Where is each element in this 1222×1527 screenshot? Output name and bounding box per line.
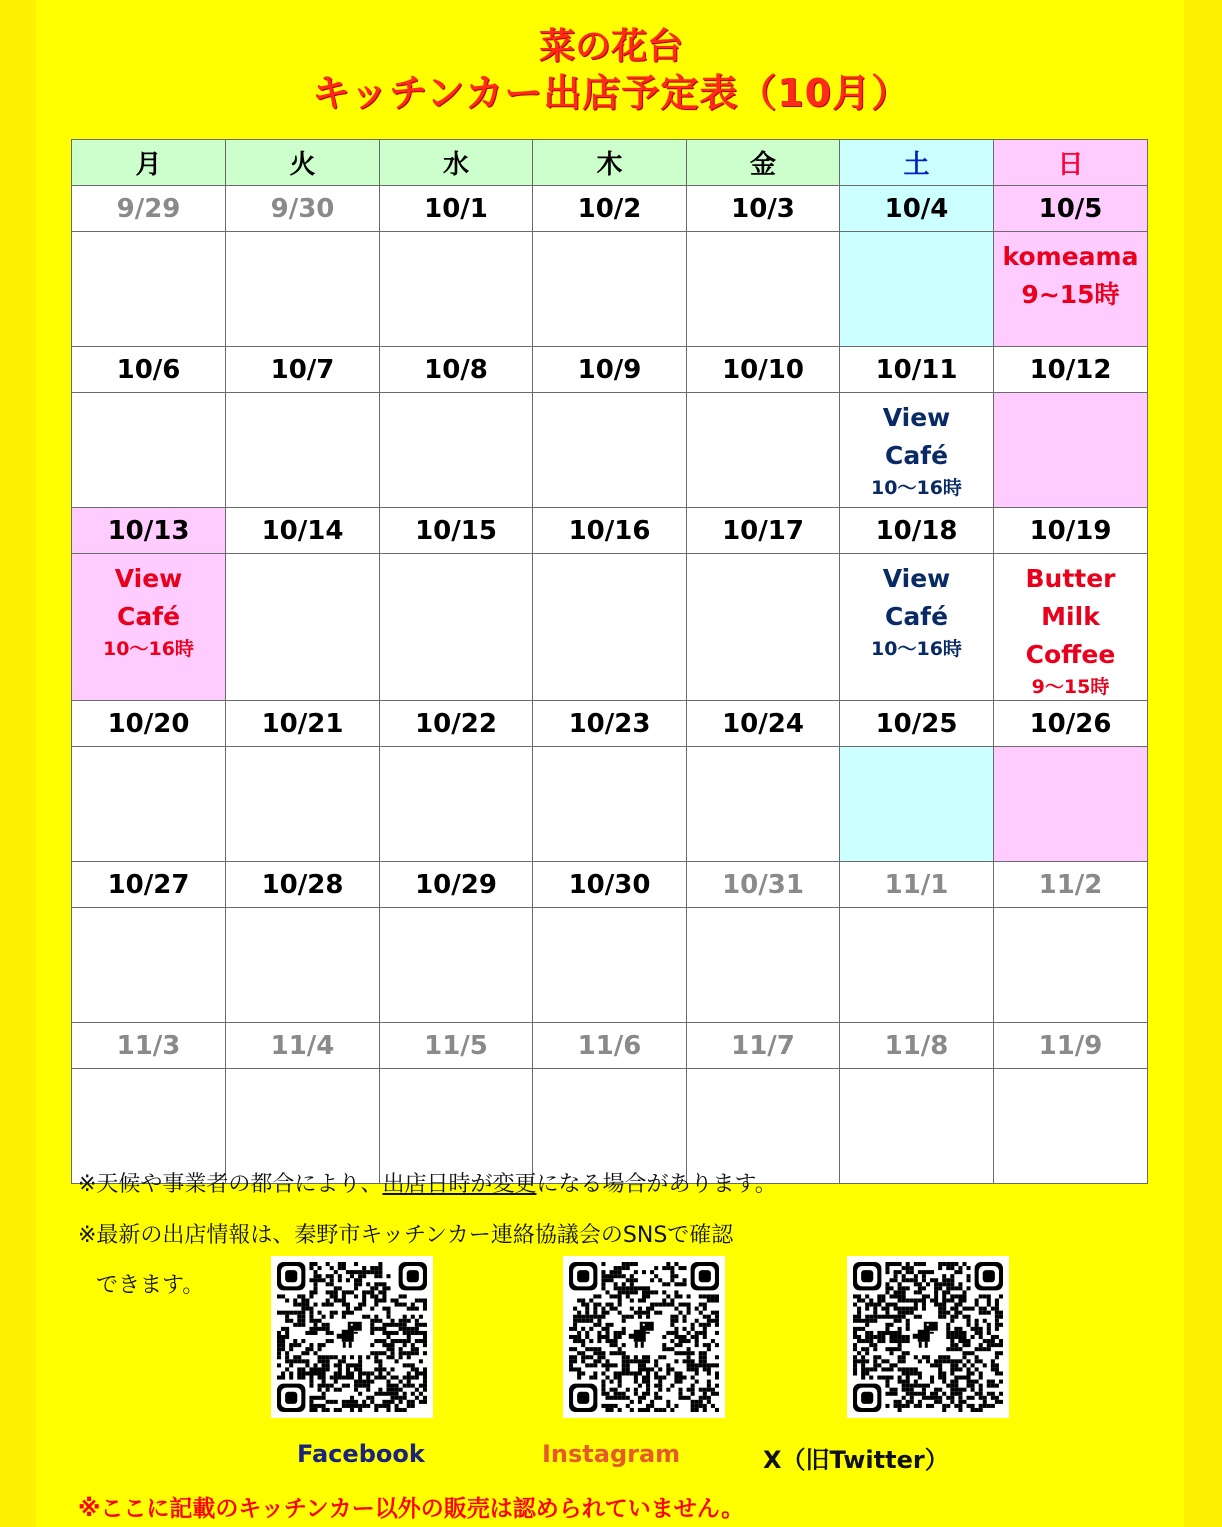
event-cell <box>994 747 1148 862</box>
event-cell <box>533 908 687 1023</box>
vendor-name: View <box>114 564 183 593</box>
note-text: ※天候や事業者の都合により、 <box>78 1172 383 1197</box>
note-sns-cont: できます。 <box>96 1273 205 1298</box>
date-cell: 10/28 <box>226 862 380 908</box>
weekday-fri: 金 <box>687 140 840 186</box>
date-row <box>72 862 1148 908</box>
date-cell: 11/9 <box>994 1023 1148 1069</box>
event-cell <box>533 747 687 862</box>
page-title-location: 菜の花台 <box>538 26 683 67</box>
date-cell: 10/25 <box>840 701 994 747</box>
date-cell: 9/29 <box>72 186 226 232</box>
date-cell: 10/4 <box>840 186 994 232</box>
date-cell: 10/11 <box>840 347 994 393</box>
event-cell <box>226 908 380 1023</box>
date-cell: 10/29 <box>380 862 533 908</box>
note-sns: ※最新の出店情報は、秦野市キッチンカー連絡協議会のSNSで確認 <box>78 1223 734 1248</box>
event-row <box>72 232 1148 347</box>
weekday-thu: 木 <box>533 140 687 186</box>
vendor-name: View <box>882 564 951 593</box>
date-cell: 10/7 <box>226 347 380 393</box>
date-cell: 10/3 <box>687 186 840 232</box>
event-cell <box>840 1069 994 1184</box>
date-cell: 10/26 <box>994 701 1148 747</box>
weekday-tue: 火 <box>226 140 380 186</box>
facebook-qr-code-icon[interactable] <box>271 1256 433 1418</box>
weekday-sat: 土 <box>840 140 994 186</box>
event-cell <box>533 554 687 701</box>
date-cell: 11/7 <box>687 1023 840 1069</box>
weekday-sun: 日 <box>994 140 1148 186</box>
event-cell <box>994 554 1148 701</box>
date-cell: 10/15 <box>380 508 533 554</box>
date-cell: 10/20 <box>72 701 226 747</box>
vendor-entry <box>72 554 225 662</box>
date-cell: 11/5 <box>380 1023 533 1069</box>
vendor-name: 9~15時 <box>1021 280 1120 309</box>
footer-warning: ※ここに記載のキッチンカー以外の販売は認められていません。 <box>78 1496 745 1522</box>
event-cell <box>226 393 380 508</box>
event-cell <box>687 747 840 862</box>
date-row <box>72 508 1148 554</box>
event-row <box>72 908 1148 1023</box>
vendor-name: Coffee <box>1025 640 1116 669</box>
event-cell <box>994 393 1148 508</box>
event-cell <box>687 554 840 701</box>
date-cell: 10/18 <box>840 508 994 554</box>
event-cell <box>380 393 533 508</box>
date-cell: 11/4 <box>226 1023 380 1069</box>
event-cell <box>226 232 380 347</box>
weekday-mon: 月 <box>72 140 226 186</box>
date-cell: 10/27 <box>72 862 226 908</box>
date-cell: 11/3 <box>72 1023 226 1069</box>
event-row <box>72 393 1148 508</box>
event-row <box>72 747 1148 862</box>
date-cell: 10/19 <box>994 508 1148 554</box>
date-cell: 10/8 <box>380 347 533 393</box>
facebook-label[interactable]: Facebook <box>297 1440 425 1468</box>
date-cell: 11/1 <box>840 862 994 908</box>
date-cell: 10/6 <box>72 347 226 393</box>
date-cell: 10/17 <box>687 508 840 554</box>
date-cell: 11/6 <box>533 1023 687 1069</box>
event-cell <box>840 908 994 1023</box>
event-cell <box>72 908 226 1023</box>
event-cell <box>840 232 994 347</box>
event-cell <box>226 747 380 862</box>
date-cell: 10/5 <box>994 186 1148 232</box>
date-row <box>72 701 1148 747</box>
weekday-wed: 水 <box>380 140 533 186</box>
x-qr-code-icon[interactable] <box>847 1256 1009 1418</box>
date-cell: 10/12 <box>994 347 1148 393</box>
event-cell <box>380 747 533 862</box>
vendor-entry <box>840 393 993 501</box>
event-cell <box>687 393 840 508</box>
vendor-name: Café <box>884 441 949 470</box>
event-cell <box>72 747 226 862</box>
instagram-qr-code-icon[interactable] <box>563 1256 725 1418</box>
vendor-hours: 10～16時 <box>871 477 962 499</box>
vendor-name: komeama <box>1002 242 1139 271</box>
event-cell <box>226 554 380 701</box>
vendor-name: Café <box>884 602 949 631</box>
event-cell <box>533 393 687 508</box>
date-cell: 10/9 <box>533 347 687 393</box>
event-cell <box>72 393 226 508</box>
date-cell: 10/24 <box>687 701 840 747</box>
event-cell <box>840 747 994 862</box>
date-cell: 10/2 <box>533 186 687 232</box>
date-cell: 9/30 <box>226 186 380 232</box>
date-row <box>72 347 1148 393</box>
event-cell <box>72 554 226 701</box>
vendor-entry <box>994 554 1147 700</box>
event-cell <box>380 554 533 701</box>
vendor-hours: 9～15時 <box>1031 676 1110 698</box>
instagram-label[interactable]: Instagram <box>542 1440 681 1468</box>
note-schedule-change <box>78 1167 777 1198</box>
vendor-hours: 10～16時 <box>103 638 194 660</box>
date-cell: 10/14 <box>226 508 380 554</box>
vendor-hours: 10～16時 <box>871 638 962 660</box>
weekday-header-row <box>72 140 1148 186</box>
event-cell <box>840 554 994 701</box>
date-cell: 10/10 <box>687 347 840 393</box>
date-cell: 10/30 <box>533 862 687 908</box>
event-cell <box>840 393 994 508</box>
event-cell <box>687 232 840 347</box>
note-underlined-text: 出店日時が変更 <box>382 1172 537 1197</box>
vendor-name: View <box>882 403 951 432</box>
schedule-calendar <box>71 139 1148 1184</box>
event-cell <box>994 232 1148 347</box>
date-cell: 11/2 <box>994 862 1148 908</box>
event-cell <box>533 232 687 347</box>
date-row <box>72 186 1148 232</box>
date-cell: 10/23 <box>533 701 687 747</box>
x-label[interactable]: X（旧Twitter） <box>763 1446 949 1474</box>
vendor-name: Café <box>116 602 181 631</box>
vendor-entry <box>994 232 1147 314</box>
date-row <box>72 1023 1148 1069</box>
event-cell <box>994 908 1148 1023</box>
vendor-name: Butter Milk <box>1025 564 1116 631</box>
page-title: キッチンカー出店予定表（10月） <box>311 71 911 115</box>
date-cell: 11/8 <box>840 1023 994 1069</box>
date-cell: 10/16 <box>533 508 687 554</box>
event-cell <box>72 232 226 347</box>
date-cell: 10/22 <box>380 701 533 747</box>
event-cell <box>687 908 840 1023</box>
event-cell <box>380 232 533 347</box>
event-row <box>72 554 1148 701</box>
date-cell: 10/21 <box>226 701 380 747</box>
vendor-entry <box>840 554 993 662</box>
note-text: になる場合があります。 <box>536 1172 777 1197</box>
event-cell <box>380 908 533 1023</box>
date-cell: 10/1 <box>380 186 533 232</box>
event-cell <box>994 1069 1148 1184</box>
date-cell: 10/13 <box>72 508 226 554</box>
date-cell: 10/31 <box>687 862 840 908</box>
